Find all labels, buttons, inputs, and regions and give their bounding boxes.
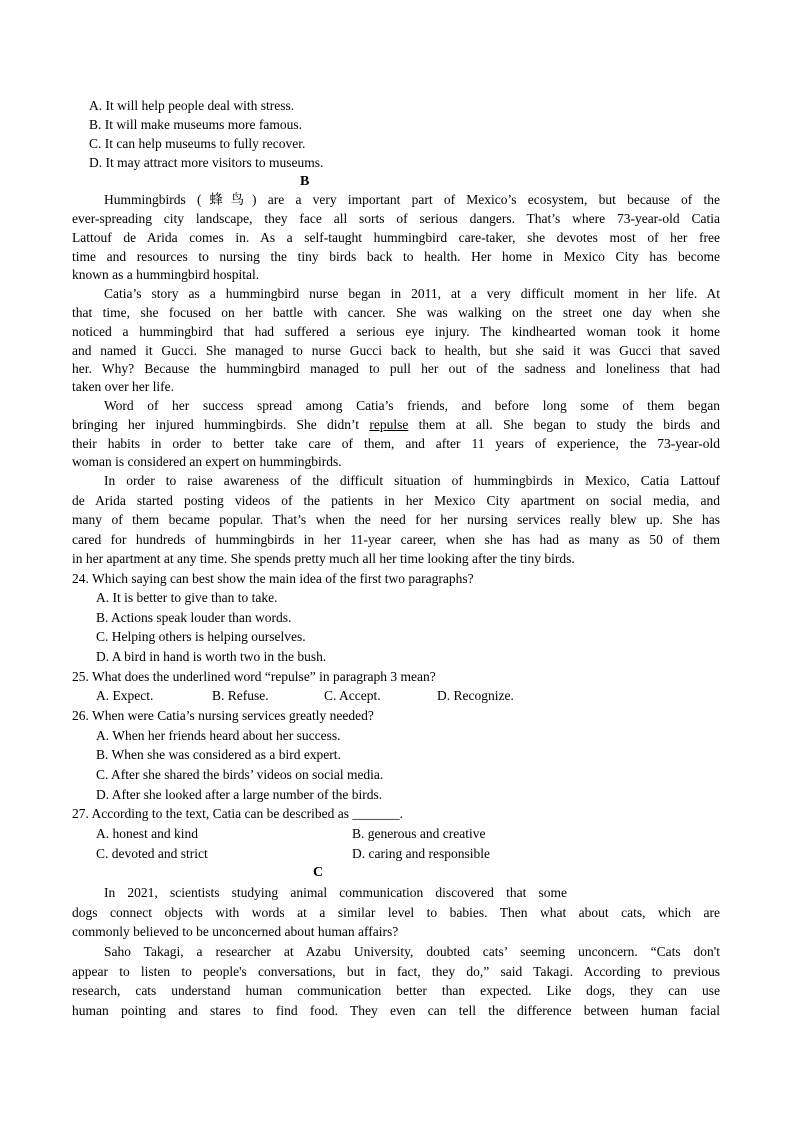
q26-option-c: C. After she shared the birds’ videos on social media. xyxy=(96,767,384,782)
q24-option-c: C. Helping others is helping ourselves. xyxy=(96,629,306,644)
c-p2-line-4: human pointing and stares to find food. They even can tell the difference between human facial xyxy=(72,1003,720,1018)
q27-option-d: D. caring and responsible xyxy=(352,846,490,861)
q26-option-a: A. When her friends heard about her success. xyxy=(96,728,341,743)
b-p1-line-1: Hummingbirds (蜂鸟) are a very important part of Mexico’s ecosystem, but because of the xyxy=(104,192,720,207)
q27-option-b: B. generous and creative xyxy=(352,826,486,841)
c-p1-line-3: commonly believed to be unconcerned about human affairs? xyxy=(72,924,399,939)
b-p2-line-1: Catia’s story as a hummingbird nurse began in 2011, at a very difficult moment in her life. At xyxy=(104,286,720,301)
b-p2-line-6: taken over her life. xyxy=(72,379,174,394)
q27-option-c: C. devoted and strict xyxy=(96,846,208,861)
q25-option-d: D. Recognize. xyxy=(437,688,514,703)
prev-option-c: C. It can help museums to fully recover. xyxy=(89,136,306,151)
q27-option-a: A. honest and kind xyxy=(96,826,198,841)
c-p1-line-1: In 2021, scientists studying animal communication discovered that some xyxy=(104,885,567,900)
b-p1-line-2: ever-spreading city landscape, they face all sorts of serious dangers. That’s where 73-year-old Catia xyxy=(72,211,720,226)
c-p2-line-3: research, cats understand human communication better than expected. Like dogs, they can use xyxy=(72,983,720,998)
b-p3-line-2 xyxy=(72,418,720,432)
b-p1-line-5: known as a hummingbird hospital. xyxy=(72,267,260,282)
b-p3-line-2-after: them at all. She began to study the birds and xyxy=(418,417,721,432)
q25-stem: 25. What does the underlined word “repulse” in paragraph 3 mean? xyxy=(72,669,436,684)
b-p2-line-4: and named it Gucci. She managed to nurse Gucci back to health, but she said it was Gucci that saved xyxy=(72,343,720,358)
q26-option-d: D. After she looked after a large number of the birds. xyxy=(96,787,383,802)
q26-stem: 26. When were Catia’s nursing services greatly needed? xyxy=(72,708,374,723)
b-p1-line-3: Lattouf de Arida comes in. As a self-taught hummingbird care-taker, she devotes most of her free xyxy=(72,230,720,245)
b-p4-line-1: In order to raise awareness of the difficult situation of hummingbirds in Mexico, Catia Lattouf xyxy=(104,473,720,488)
q25-option-a: A. Expect. xyxy=(96,688,154,703)
c-p1-line-2: dogs connect objects with words at a similar level to babies. Then what about cats, which are xyxy=(72,905,720,920)
c-p2-line-1: Saho Takagi, a researcher at Azabu University, doubted cats’ seeming unconcern. “Cats don't xyxy=(104,944,720,959)
b-p3-line-4: woman is considered an expert on hummingbirds. xyxy=(72,454,342,469)
q24-stem: 24. Which saying can best show the main idea of the first two paragraphs? xyxy=(72,571,474,586)
underlined-word-repulse: repulse xyxy=(369,417,409,432)
section-c-heading: C xyxy=(313,865,324,880)
b-p4-line-5: in her apartment at any time. She spends pretty much all her time looking after the tiny birds. xyxy=(72,551,575,566)
b-p2-line-2: that time, she focused on her battle with cancer. She was walking on the street one day when she xyxy=(72,305,720,320)
c-p2-line-2: appear to listen to people's conversations, but in fact, they do,” said Takagi. According to previous xyxy=(72,964,720,979)
section-b-heading: B xyxy=(300,174,310,189)
q25-option-c: C. Accept. xyxy=(324,688,381,703)
q26-option-b: B. When she was considered as a bird expert. xyxy=(96,747,341,762)
b-p4-line-2: de Arida started posting videos of the patients in her Mexico City apartment on social media, and xyxy=(72,493,720,508)
b-p2-line-5: her. Why? Because the hummingbird managed to pull her out of the sadness and loneliness that had xyxy=(72,361,720,376)
b-p4-line-4: cared for hundreds of hummingbirds in her 11-year career, when she has had as many as 50 of them xyxy=(72,532,720,547)
q24-option-a: A. It is better to give than to take. xyxy=(96,590,278,605)
b-p3-line-3: their habits in order to better take care of them, and after 11 years of experience, the 73-year-old xyxy=(72,436,720,451)
b-p4-line-3: many of them became popular. That’s when the need for her nursing services really blew up. She has xyxy=(72,512,720,527)
q27-stem: 27. According to the text, Catia can be described as _______. xyxy=(72,806,404,821)
b-p1-line-4: time and resources to nursing the tiny birds back to health. Her home in Mexico City has become xyxy=(72,249,720,264)
prev-option-d: D. It may attract more visitors to museums. xyxy=(89,155,324,170)
b-p3-line-1: Word of her success spread among Catia’s friends, and before long some of them began xyxy=(104,398,720,413)
q25-option-b: B. Refuse. xyxy=(212,688,269,703)
b-p2-line-3: noticed a hummingbird that had suffered a serious eye injury. The kindhearted woman took it home xyxy=(72,324,720,339)
q24-option-b: B. Actions speak louder than words. xyxy=(96,610,292,625)
b-p3-line-2-before: bringing her injured hummingbirds. She didn’t xyxy=(72,417,360,432)
prev-option-a: A. It will help people deal with stress. xyxy=(89,98,295,113)
q24-option-d: D. A bird in hand is worth two in the bush. xyxy=(96,649,327,664)
prev-option-b: B. It will make museums more famous. xyxy=(89,117,302,132)
